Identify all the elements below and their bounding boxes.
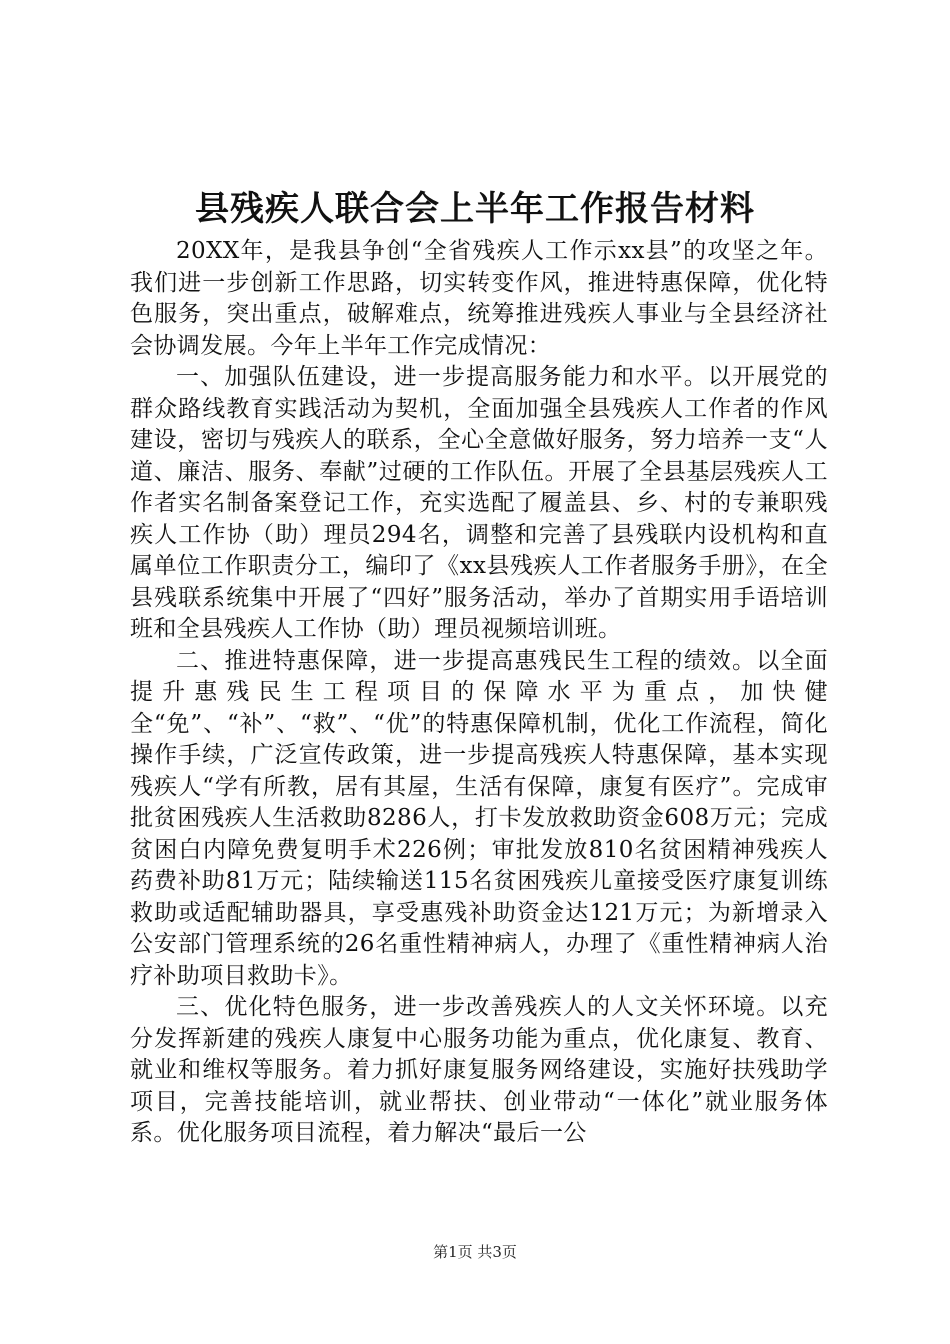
document-title: 县残疾人联合会上半年工作报告材料 bbox=[195, 189, 755, 229]
paragraph-section-1: 一、加强队伍建设，进一步提高服务能力和水平。以开展党的群众路线教育实践活动为契机，全面加强全县残疾人工作者的作风建设，密切与残疾人的联系，全心全意做好服务，努力培养一支“人道、廉洁、服务、奉献”过硬的工作队伍。开展了全县基层残疾人工作者实名制备案登记工作，充实选配了履盖县、乡、村的专兼职残疾人工作协（助）理员294名，调整和完善了县残联内设机构和直属单位工作职责分工，编印了《xx县残疾人工作者服务手册》，在全县残联系统集中开展了“四好”服务活动，举办了首期实用手语培训班和全县残疾人工作协（助）理员视频培训班。 bbox=[130, 364, 828, 642]
paragraph-intro: 20XX年，是我县争创“全省残疾人工作示xx县”的攻坚之年。我们进一步创新工作思路，切实转变作风，推进特惠保障，优化特色服务，突出重点，破解难点，统筹推进残疾人事业与全县经济社会协调发展。今年上半年工作完成情况： bbox=[130, 238, 828, 359]
document-body bbox=[130, 236, 828, 1150]
paragraph-section-3: 三、优化特色服务，进一步改善残疾人的人文关怀环境。以充分发挥新建的残疾人康复中心服务功能为重点，优化康复、教育、就业和维权等服务。着力抓好康复服务网络建设，实施好扶残助学项目，完善技能培训，就业帮扶、创业带动“一体化”就业服务体系。优化服务项目流程，着力解决“最后一公 bbox=[130, 994, 828, 1146]
paragraph-section-2: 二、推进特惠保障，进一步提高惠残民生工程的绩效。以全面提升惠残民生工程项目的保障水平为重点，加快健全“免”、“补”、“救”、“优”的特惠保障机制，优化工作流程，简化操作手续，广泛宣传政策，进一步提高残疾人特惠保障，基本实现残疾人“学有所教，居有其屋，生活有保障，康复有医疗”。完成审批贫困残疾人生活救助8286人，打卡发放救助资金608万元；完成贫困白内障免费复明手术226例；审批发放810名贫困精神残疾人药费补助81万元；陆续输送115名贫困残疾儿童接受医疗康复训练救助或适配辅助器具，享受惠残补助资金达121万元；为新增录入公安部门管理系统的26名重性精神病人，办理了《重性精神病人治疗补助项目救助卡》。 bbox=[130, 647, 828, 989]
page-number-footer: 第1页 共3页 bbox=[433, 1243, 517, 1261]
